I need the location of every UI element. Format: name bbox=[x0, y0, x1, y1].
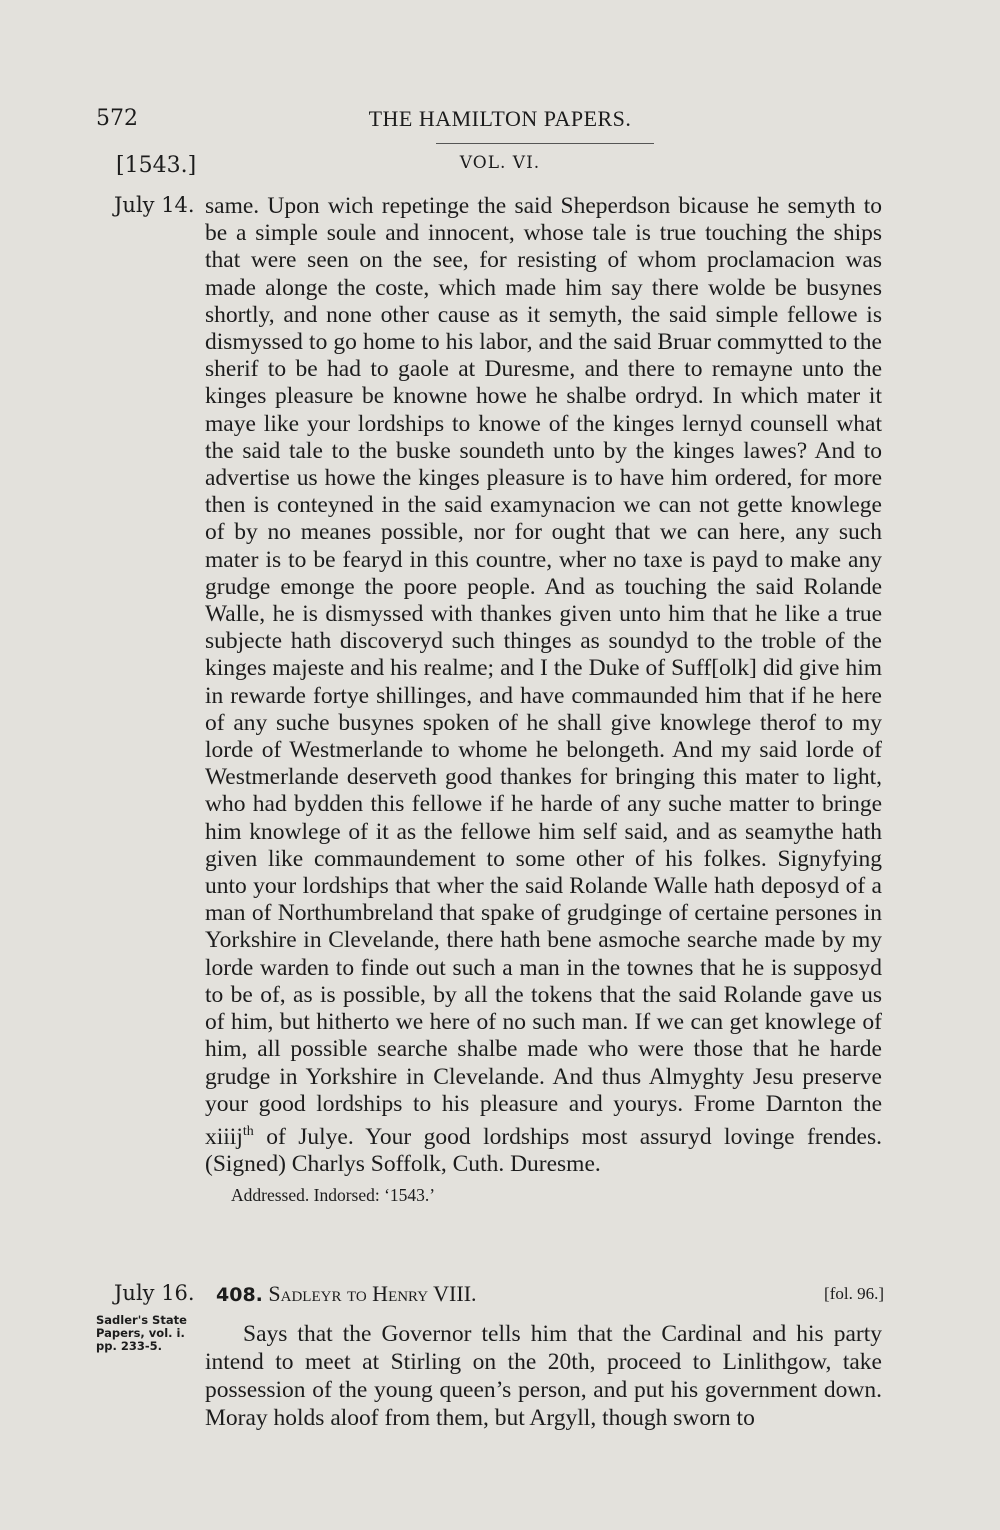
entry-heading bbox=[216, 1281, 884, 1307]
letter-superscript: th bbox=[242, 1123, 254, 1139]
letter-text: same. Upon wich repetinge the said Sheperdson bicause he semyth to be a simple soule and innocent, whose tale is true touching the ships that were seen on the see, for resisting of whom proclamacion was made alonge the coste, which made him say there wolde be busynes shortly, and none other cause as it semyth, the said simple fellowe is dismyssed to go home to his labor, and the said Bruar commytted to the sherif to be had to gaole at Duresme, and there to remayne unto the kinges pleasure be knowne howe he shalbe ordryd. In which mater it maye like your lordships to knowe of the kinges lernyd counsell what the said tale to the buske soundeth unto by the kinges lawes? And to advertise us howe the kinges pleasure is to have him ordered, for more then is conteyned in the said examynacion we can not gette knowlege of by no meanes possible, nor for ought that we can here, any such mater is to be fearyd in this countre, wher no taxe is payd to make any grudge emonge the poore people. And as touching the said Rolande Walle, he is dismyssed with thankes given unto him that he like a true subjecte hath discoveryd such thinges as soundyd to the troble of the kinges majeste and his realme; and I the Duke of Suff[olk] did give him in rewarde fortye shillinges, and have commaunded him that if he here of any suche busynes spoken of he shall give knowlege therof to my lorde of Westmerlande to whome he belongeth. And my said lorde of Westmerlande deserveth good thankes for bringing this mater to light, who had bydden this fellowe if he harde of any suche matter to bringe him knowlege of it as the fellowe him self said, and as seamythe hath given like commaundement to some other of his folkes. Signyfying unto your lordships that wher the said Rolande Walle hath deposyd of a man of Northumbreland that spake of grudginge of certaine persones in Yorkshire in Clevelande, there hath bene asmoche searche made by my lorde warden to finde out such a man in the townes that he is supposyd to be of, as is possible, by all the tokens that the said Rolande gave us of him, but hitherto we here of no such man. If we can get knowlege of him, all possible searche shalbe made who were those that he harde grudge in Yorkshire in Clevelande. And thus Almyghty Jesu preserve your good lordships to his pleasure and yourys. Frome Darnton the xiiij bbox=[205, 193, 882, 1150]
entry-paragraph: Says that the Governor tells him that the Cardinal and his party intend to meet at Stirling on the 20th, proceed to Linlithgow, take possession of the young queen’s person, and put his government down. Moray holds aloof from them, but Argyll, though sworn to bbox=[205, 1321, 882, 1431]
year-marker: [1543.] bbox=[116, 153, 197, 178]
entry-title: Sadleyr to Henry VIII. bbox=[268, 1281, 477, 1306]
source-line: pp. 233-5. bbox=[96, 1339, 162, 1353]
entry-body bbox=[205, 1320, 882, 1432]
letter-text-end: of Julye. Your good lordships most assuryd lovinge frendes. (Signed) Charlys Soffolk, Cuth. Duresme. bbox=[205, 1123, 882, 1177]
entry-margin-date: July 16. bbox=[114, 1281, 195, 1305]
entry-number: 408. bbox=[216, 1284, 263, 1306]
source-line: Sadler's State bbox=[96, 1313, 187, 1327]
source-line: Papers, vol. i. bbox=[96, 1326, 185, 1340]
folio-reference: [fol. 96.] bbox=[824, 1284, 884, 1303]
letter-paragraph bbox=[205, 193, 882, 1178]
running-title: THE HAMILTON PAPERS. bbox=[368, 106, 632, 131]
page-number: 572 bbox=[96, 106, 138, 131]
title-rule bbox=[436, 143, 654, 144]
volume-label: VOL. VI. bbox=[459, 153, 541, 173]
letter-margin-date: July 14. bbox=[114, 193, 195, 217]
letter-body bbox=[205, 193, 882, 1209]
source-reference bbox=[96, 1314, 208, 1353]
addressed-note: Addressed. Indorsed: ‘1543.’ bbox=[231, 1185, 436, 1206]
